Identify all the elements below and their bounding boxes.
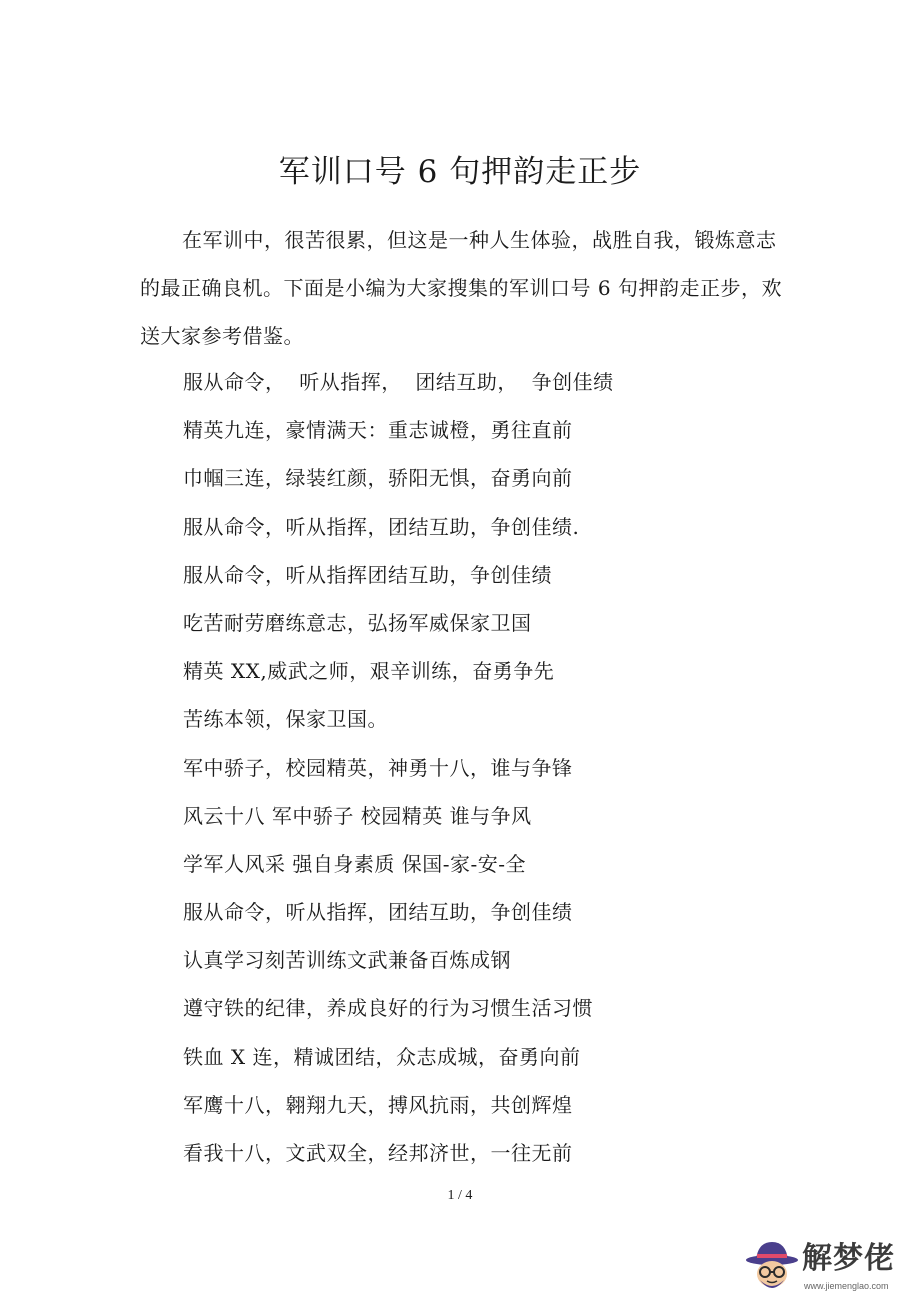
slogan-line: 学军人风采 强自身素质 保国-家-安-全 xyxy=(183,851,526,876)
slogan-line: 军鹰十八，翱翔九天，搏风抗雨，共创辉煌 xyxy=(183,1092,573,1117)
watermark-site-url: www.jiemenglao.com xyxy=(804,1281,889,1291)
slogan-line: 精英 XX,威武之师，艰辛训练，奋勇争先 xyxy=(183,659,555,684)
slogan-line: 军中骄子，校园精英，神勇十八，谁与争锋 xyxy=(183,755,573,780)
slogan-line: 服从命令， 听从指挥， 团结互助， 争创佳绩 xyxy=(183,370,614,394)
slogan-line: 吃苦耐劳磨练意志，弘扬军威保家卫国 xyxy=(183,610,532,635)
slogan-line: 风云十八 军中骄子 校园精英 谁与争风 xyxy=(183,803,532,828)
slogan-list xyxy=(183,358,614,1177)
slogan-line: 服从命令，听从指挥，团结互助，争创佳绩 xyxy=(183,900,573,925)
intro-paragraph: 在军训中，很苦很累，但这是一种人生体验，战胜自我，锻炼意志的最正确良机。下面是小编为大家搜集的军训口号 6 句押韵走正步，欢送大家参考借鉴。 xyxy=(140,228,782,348)
hat-glasses-mascot-icon xyxy=(744,1238,800,1296)
slogan-line: 服从命令，听从指挥，团结互助，争创佳绩. xyxy=(183,514,580,539)
slogan-line: 巾帼三连，绿装红颜，骄阳无惧，奋勇向前 xyxy=(183,466,573,491)
document-title: 军训口号 6 句押韵走正步 xyxy=(278,154,642,190)
slogan-line: 铁血 X 连，精诚团结，众志成城，奋勇向前 xyxy=(183,1044,581,1069)
slogan-line: 苦练本领，保家卫国。 xyxy=(183,707,388,732)
slogan-line: 看我十八，文武双全，经邦济世，一往无前 xyxy=(183,1141,573,1165)
slogan-line: 认真学习刻苦训练文武兼备百炼成钢 xyxy=(183,948,511,973)
slogan-line: 遵守铁的纪律，养成良好的行为习惯生活习惯 xyxy=(183,996,593,1021)
slogan-line: 服从命令，听从指挥团结互助，争创佳绩 xyxy=(183,562,552,587)
watermark-site-name: 解梦佬 xyxy=(802,1241,895,1276)
page-number: 1 / 4 xyxy=(447,1188,473,1203)
slogan-line: 精英九连，豪情满天：重志诚橙，勇往直前 xyxy=(183,418,573,443)
site-watermark xyxy=(744,1238,914,1298)
